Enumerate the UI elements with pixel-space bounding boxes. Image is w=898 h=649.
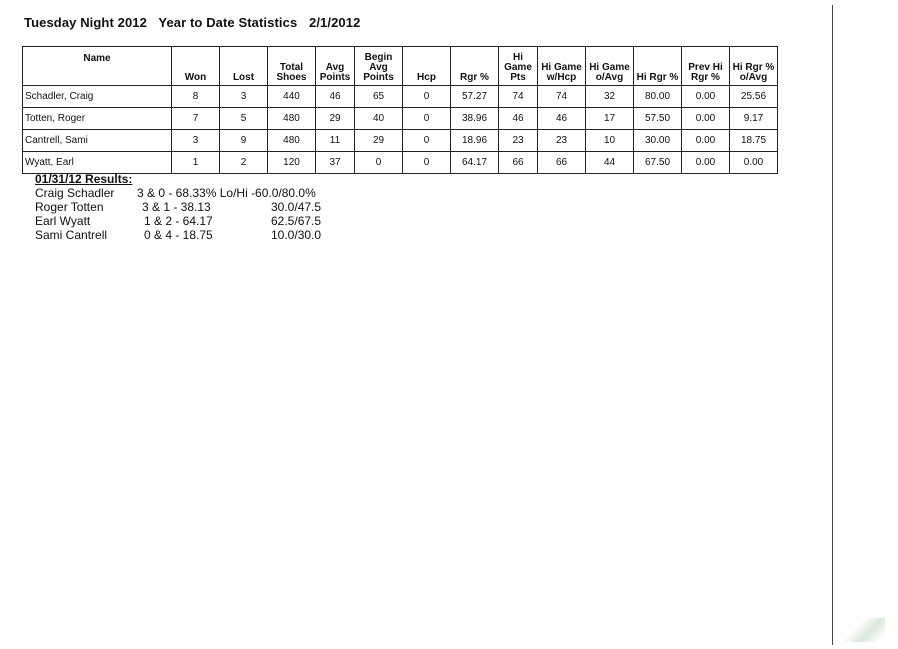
stat-cell: 0 xyxy=(403,152,451,174)
result-player-name: Earl Wyatt xyxy=(35,214,91,228)
stat-cell: 0 xyxy=(403,108,451,130)
stat-cell: 23 xyxy=(538,130,586,152)
stat-cell: 32 xyxy=(586,86,634,108)
page-edge-line xyxy=(832,5,833,645)
stat-cell: 7 xyxy=(172,108,220,130)
column-header: Hi Game Pts xyxy=(499,47,538,86)
stat-cell: 0.00 xyxy=(730,152,778,174)
player-name-cell: Totten, Roger xyxy=(23,108,172,130)
stat-cell: 10 xyxy=(586,130,634,152)
result-record: 3 & 0 - 68.33% Lo/Hi -60.0/80.0% xyxy=(137,186,316,200)
result-row xyxy=(35,214,322,228)
stat-cell: 480 xyxy=(268,130,316,152)
stat-cell: 0.00 xyxy=(682,152,730,174)
stat-cell: 25.56 xyxy=(730,86,778,108)
column-header: Hi Rgr % xyxy=(634,47,682,86)
stat-cell: 0.00 xyxy=(682,130,730,152)
column-header: Hi Game o/Avg xyxy=(586,47,634,86)
player-name-cell: Wyatt, Earl xyxy=(23,152,172,174)
column-header: Hi Game w/Hcp xyxy=(538,47,586,86)
stat-cell: 120 xyxy=(268,152,316,174)
stat-cell: 0.00 xyxy=(682,108,730,130)
scan-artifact xyxy=(845,618,885,642)
table-body xyxy=(23,86,778,174)
player-name-cell: Schadler, Craig xyxy=(23,86,172,108)
stat-cell: 9 xyxy=(220,130,268,152)
stat-cell: 44 xyxy=(586,152,634,174)
column-header: Rgr % xyxy=(451,47,499,86)
table-row xyxy=(23,130,778,152)
stat-cell: 0 xyxy=(403,130,451,152)
stat-cell: 0 xyxy=(355,152,403,174)
stat-cell: 74 xyxy=(499,86,538,108)
stat-cell: 67.50 xyxy=(634,152,682,174)
report-name: Year to Date Statistics xyxy=(158,15,298,30)
stat-cell: 0.00 xyxy=(682,86,730,108)
stat-cell: 18.75 xyxy=(730,130,778,152)
stat-cell: 29 xyxy=(355,130,403,152)
stat-cell: 57.50 xyxy=(634,108,682,130)
result-lo-hi: 30.0/47.5 xyxy=(271,200,322,214)
stat-cell: 46 xyxy=(316,86,355,108)
stat-cell: 46 xyxy=(499,108,538,130)
result-record: 0 & 4 - 18.75 xyxy=(144,228,213,242)
result-lo-hi: 62.5/67.5 xyxy=(271,214,322,228)
table-row xyxy=(23,86,778,108)
player-name-cell: Cantrell, Sami xyxy=(23,130,172,152)
column-header: Name xyxy=(23,47,172,86)
result-row xyxy=(35,186,316,200)
stat-cell: 38.96 xyxy=(451,108,499,130)
statistics-table xyxy=(22,46,778,174)
column-header: Prev Hi Rgr % xyxy=(682,47,730,86)
stat-cell: 1 xyxy=(172,152,220,174)
result-row xyxy=(35,228,322,242)
stat-cell: 11 xyxy=(316,130,355,152)
stat-cell: 5 xyxy=(220,108,268,130)
stat-cell: 8 xyxy=(172,86,220,108)
stat-cell: 64.17 xyxy=(451,152,499,174)
result-player-name: Sami Cantrell xyxy=(35,228,108,242)
table-row xyxy=(23,108,778,130)
result-lo-hi: 10.0/30.0 xyxy=(271,228,322,242)
stat-cell: 17 xyxy=(586,108,634,130)
column-header: Total Shoes xyxy=(268,47,316,86)
result-record: 3 & 1 - 38.13 xyxy=(142,200,211,214)
stat-cell: 74 xyxy=(538,86,586,108)
column-header: Won xyxy=(172,47,220,86)
stat-cell: 80.00 xyxy=(634,86,682,108)
stat-cell: 66 xyxy=(499,152,538,174)
column-header: Avg Points xyxy=(316,47,355,86)
report-date: 2/1/2012 xyxy=(309,15,361,30)
stat-cell: 29 xyxy=(316,108,355,130)
stat-cell: 0 xyxy=(403,86,451,108)
stat-cell: 23 xyxy=(499,130,538,152)
stat-cell: 9.17 xyxy=(730,108,778,130)
results-title: 01/31/12 Results: xyxy=(35,172,133,186)
result-player-name: Craig Schadler xyxy=(35,186,115,200)
stat-cell: 46 xyxy=(538,108,586,130)
table-header-row xyxy=(23,47,778,86)
column-header: Hi Rgr % o/Avg xyxy=(730,47,778,86)
league-name: Tuesday Night 2012 xyxy=(24,15,147,30)
stat-cell: 18.96 xyxy=(451,130,499,152)
stat-cell: 3 xyxy=(172,130,220,152)
stat-cell: 65 xyxy=(355,86,403,108)
results-section xyxy=(35,172,322,242)
stat-cell: 2 xyxy=(220,152,268,174)
result-record: 1 & 2 - 64.17 xyxy=(144,214,213,228)
column-header: Hcp xyxy=(403,47,451,86)
column-header: Lost xyxy=(220,47,268,86)
stat-cell: 30.00 xyxy=(634,130,682,152)
page-title xyxy=(24,15,368,30)
column-header: Begin Avg Points xyxy=(355,47,403,86)
stat-cell: 480 xyxy=(268,108,316,130)
table-row xyxy=(23,152,778,174)
stat-cell: 37 xyxy=(316,152,355,174)
stat-cell: 440 xyxy=(268,86,316,108)
result-row xyxy=(35,200,322,214)
stat-cell: 57.27 xyxy=(451,86,499,108)
stat-cell: 40 xyxy=(355,108,403,130)
result-player-name: Roger Totten xyxy=(35,200,104,214)
stat-cell: 3 xyxy=(220,86,268,108)
stat-cell: 66 xyxy=(538,152,586,174)
